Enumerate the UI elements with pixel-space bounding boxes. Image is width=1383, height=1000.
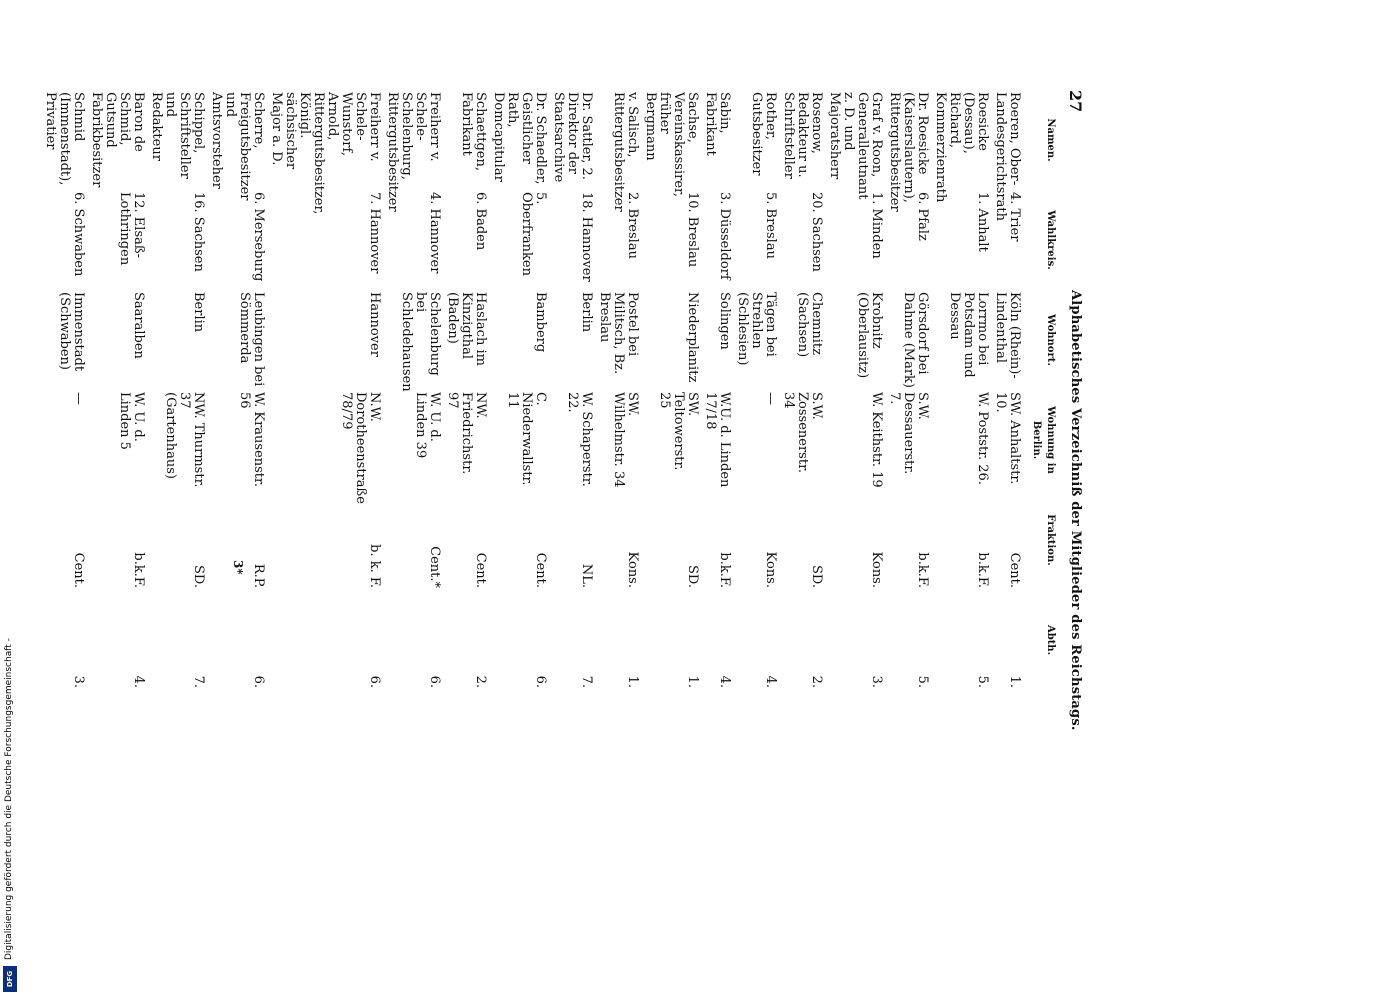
member-name: Freiherr v. Schele-Schelenburg, Rittergutsbesitzer xyxy=(385,92,442,212)
member-division: 6. xyxy=(251,675,266,688)
member-faction: Kons. xyxy=(869,551,884,588)
member-district: 1. Anhalt xyxy=(975,192,990,252)
member-berlin-address: S.W. Dessauerstr. 7. xyxy=(887,392,930,475)
column-header-division: Abth. xyxy=(1045,624,1056,656)
member-district: 6. Baden xyxy=(473,192,488,251)
member-name: Rosenow, Redakteur u. Schriftsteller xyxy=(781,92,824,179)
page-heading: Alphabetisches Verzeichniß der Mitglieder des Reichstags. xyxy=(1068,290,1083,731)
table-row xyxy=(39,90,85,690)
member-name: Freiherr v. Schele-Wunstorf, Arnold, Rittergutsbesitzer, Königl. sächsischer Major a. D. xyxy=(269,92,382,215)
member-district: 2. Breslau xyxy=(625,192,640,259)
member-berlin-address: C. Niederwallstr. 11 xyxy=(505,392,548,486)
member-faction: b.k.F. xyxy=(717,552,732,588)
member-residence: Görsdorf bei Dahme (Mark) xyxy=(901,292,930,388)
column-header-district: Wahlkreis. xyxy=(1045,210,1056,270)
member-division: 7. xyxy=(579,675,594,688)
member-division: 6. xyxy=(427,675,442,688)
column-header-faction: Fraktion. xyxy=(1045,514,1056,566)
table-row xyxy=(441,90,487,690)
member-division: 6. xyxy=(533,675,548,688)
member-faction: R.P. xyxy=(251,563,266,588)
member-residence: Köln (Rhein)-Lindenthal xyxy=(993,292,1022,379)
member-division: 4. xyxy=(717,675,732,688)
table-row xyxy=(883,90,929,690)
member-berlin-address: NW. Thurmstr. 37 (Gartenhaus) xyxy=(163,392,206,488)
member-name: Schmid (Immenstadt), Privatier xyxy=(43,92,86,186)
member-berlin-address: W. Keithstr. 19 xyxy=(869,392,884,488)
member-name: Roesicke (Dessau), Richard, Kommerzienrath xyxy=(933,92,990,203)
member-berlin-address: W. Krausenstr. 56 xyxy=(237,392,266,487)
member-district: 4. Trier xyxy=(1007,192,1022,242)
member-district: 20. Sachsen xyxy=(809,192,824,272)
table-row xyxy=(639,90,699,690)
member-register-table xyxy=(39,90,1059,690)
member-division: 3. xyxy=(869,675,884,688)
member-division: 5. xyxy=(975,675,990,688)
column-header-address: Wohnung in Berlin. xyxy=(1031,406,1056,474)
member-residence: Tägen bei Strehlen (Schlesien) xyxy=(735,292,778,366)
member-faction: Kons. xyxy=(763,551,778,588)
table-row xyxy=(145,90,205,690)
member-faction: b. k. F. xyxy=(367,544,382,588)
member-name: v. Salisch, Rittergutsbesitzer xyxy=(611,92,640,212)
table-row xyxy=(989,90,1021,690)
member-district: 7. Hannover xyxy=(367,192,382,274)
member-district: 18. Hannover xyxy=(579,192,594,282)
member-district: 1. Minden xyxy=(869,192,884,259)
member-residence: Lorrmo bei Potsdam und Dessau xyxy=(947,292,990,378)
table-row xyxy=(823,90,883,690)
member-residence: Haslach im Kinzigthal (Baden) xyxy=(445,292,488,366)
member-residence: Schelenburg bei Schledehausen xyxy=(399,292,442,392)
table-row xyxy=(487,90,547,690)
table-row xyxy=(381,90,441,690)
member-faction: b.k.F. xyxy=(975,552,990,588)
member-residence: Solingen xyxy=(717,292,732,350)
member-berlin-address: NW. Friedrichstr. 97 xyxy=(445,392,488,475)
member-faction: Cent. xyxy=(71,552,86,588)
member-faction: SD. xyxy=(191,565,206,588)
column-header-name: Namen. xyxy=(1045,118,1056,162)
member-berlin-address: — xyxy=(763,392,778,405)
member-division: 7. xyxy=(191,675,206,688)
member-district: 16. Sachsen xyxy=(191,192,206,272)
page-number: 27 xyxy=(1066,90,1085,113)
member-berlin-address: W.U. d. Linden 17/18 xyxy=(703,392,732,488)
table-body xyxy=(39,90,1021,690)
digitization-footer xyxy=(0,0,20,1000)
member-name: Sabin, Fabrikant xyxy=(703,92,732,156)
member-district: 6. Merseburg xyxy=(251,192,266,282)
member-district: 6. Pfalz xyxy=(915,192,930,241)
member-division: 4. xyxy=(763,675,778,688)
member-district: 3. Düsseldorf xyxy=(717,192,732,280)
member-division: 1. xyxy=(625,675,640,688)
member-name: Schaettgen, Fabrikant xyxy=(459,92,488,171)
member-residence: Berlin xyxy=(579,292,594,333)
member-division: 2. xyxy=(809,675,824,688)
member-name: Baron de Schmid, Gutsund Fabrikbesitzer xyxy=(89,92,146,188)
member-residence: Niederplanitz xyxy=(685,292,700,383)
member-berlin-address: SW. Wilhelmstr. 34 xyxy=(611,392,640,488)
member-berlin-address: W. Schaperstr. 22. xyxy=(565,392,594,487)
table-header-row xyxy=(1021,90,1059,690)
sheet-signature: 3* xyxy=(231,560,245,575)
member-name: Sachse, Vereinskassirer, früher Bergmann xyxy=(643,92,700,197)
member-residence: Saaralben xyxy=(131,292,146,359)
member-name: Dr. Schaedler, Geistlicher Rath, Domcapitular xyxy=(491,92,548,185)
table-row xyxy=(699,90,731,690)
member-residence: Immenstadt (Schwaben) xyxy=(57,292,86,372)
member-name: Dr. Roesicke (Kaiserslautern), Rittergutsbesitzer xyxy=(887,92,930,212)
member-district: 10. Breslau xyxy=(685,192,700,268)
member-berlin-address: SW. Teltowerstr. 25 xyxy=(657,392,700,471)
rotated-document-page xyxy=(43,90,1085,731)
member-district: 5. Breslau xyxy=(763,192,778,259)
member-berlin-address: — xyxy=(71,392,86,405)
member-division: 1. xyxy=(685,675,700,688)
member-residence: Leubingen bei Sömmerda xyxy=(237,292,266,387)
member-faction: Kons. xyxy=(625,551,640,588)
table-row xyxy=(777,90,823,690)
member-residence: Hannover xyxy=(367,292,382,357)
member-name: Scherre, Freigutsbesitzer und Amtsvorsteher xyxy=(209,92,266,201)
member-faction: Cent. xyxy=(473,552,488,588)
member-division: 5. xyxy=(915,675,930,688)
member-berlin-address: W. U. d. Linden 39 xyxy=(413,392,442,459)
member-berlin-address: N.W. Dorotheenstraße 78/79 xyxy=(339,392,382,504)
member-berlin-address: W. Poststr. 26. xyxy=(975,392,990,485)
member-division: 6. xyxy=(367,675,382,688)
member-district: 12. Elsaß-Lothringen xyxy=(117,192,146,266)
dfg-logo-icon: DFG xyxy=(3,966,17,992)
member-name: Schippel, Schriftsteller und Redakteur xyxy=(149,92,206,179)
member-residence: Krobnitz (Oberlausitz) xyxy=(855,292,884,379)
member-residence: Berlin xyxy=(191,292,206,333)
member-faction: SD. xyxy=(809,565,824,588)
table-row xyxy=(85,90,145,690)
table-row xyxy=(593,90,639,690)
member-name: Graf v. Roon, Generalleutnant z. D. und Majoratsherr xyxy=(827,92,884,200)
column-header-residence: Wohnort. xyxy=(1045,314,1056,366)
member-faction: NL. xyxy=(579,563,594,588)
member-division: 2. xyxy=(473,675,488,688)
member-residence: Postel bei Militsch, Bz. Breslau xyxy=(597,292,640,375)
member-faction: Cent.* xyxy=(427,546,442,588)
member-name: Rother, Gutsbesitzer xyxy=(749,92,778,176)
table-row xyxy=(265,90,381,690)
member-division: 4. xyxy=(131,675,146,688)
table-row xyxy=(929,90,989,690)
table-row xyxy=(547,90,593,690)
table-row xyxy=(205,90,265,690)
member-district: 6. Schwaben xyxy=(71,192,86,277)
member-faction: Cent. xyxy=(1007,552,1022,588)
member-name: Dr. Sattler, 2. Direktor der Staatsarchive xyxy=(551,92,594,183)
member-faction: Cent. xyxy=(533,552,548,588)
member-residence: Bamberg xyxy=(533,292,548,353)
member-division: 3. xyxy=(71,675,86,688)
member-berlin-address: S.W. Zossenerstr. 34 xyxy=(781,392,824,473)
member-faction: b.k.F. xyxy=(131,552,146,588)
footer-credit-text: Digitalisierung gefördert durch die Deutsche Forschungsgemeinschaft - xyxy=(4,638,14,960)
member-faction: SD. xyxy=(685,565,700,588)
member-district: 4. Hannover xyxy=(427,192,442,274)
member-division: 1. xyxy=(1007,675,1022,688)
member-faction: b.k.F. xyxy=(915,552,930,588)
member-district: 5. Oberfranken xyxy=(519,192,548,276)
member-name: Roeren, Ober-Landesgerichtsrath xyxy=(993,92,1022,221)
table-row xyxy=(731,90,777,690)
member-residence: Chemnitz (Sachsen) xyxy=(795,292,824,358)
member-berlin-address: SW. Anhaltstr. 10. xyxy=(993,392,1022,485)
member-berlin-address: W. U. d. Linden 5 xyxy=(117,392,146,450)
